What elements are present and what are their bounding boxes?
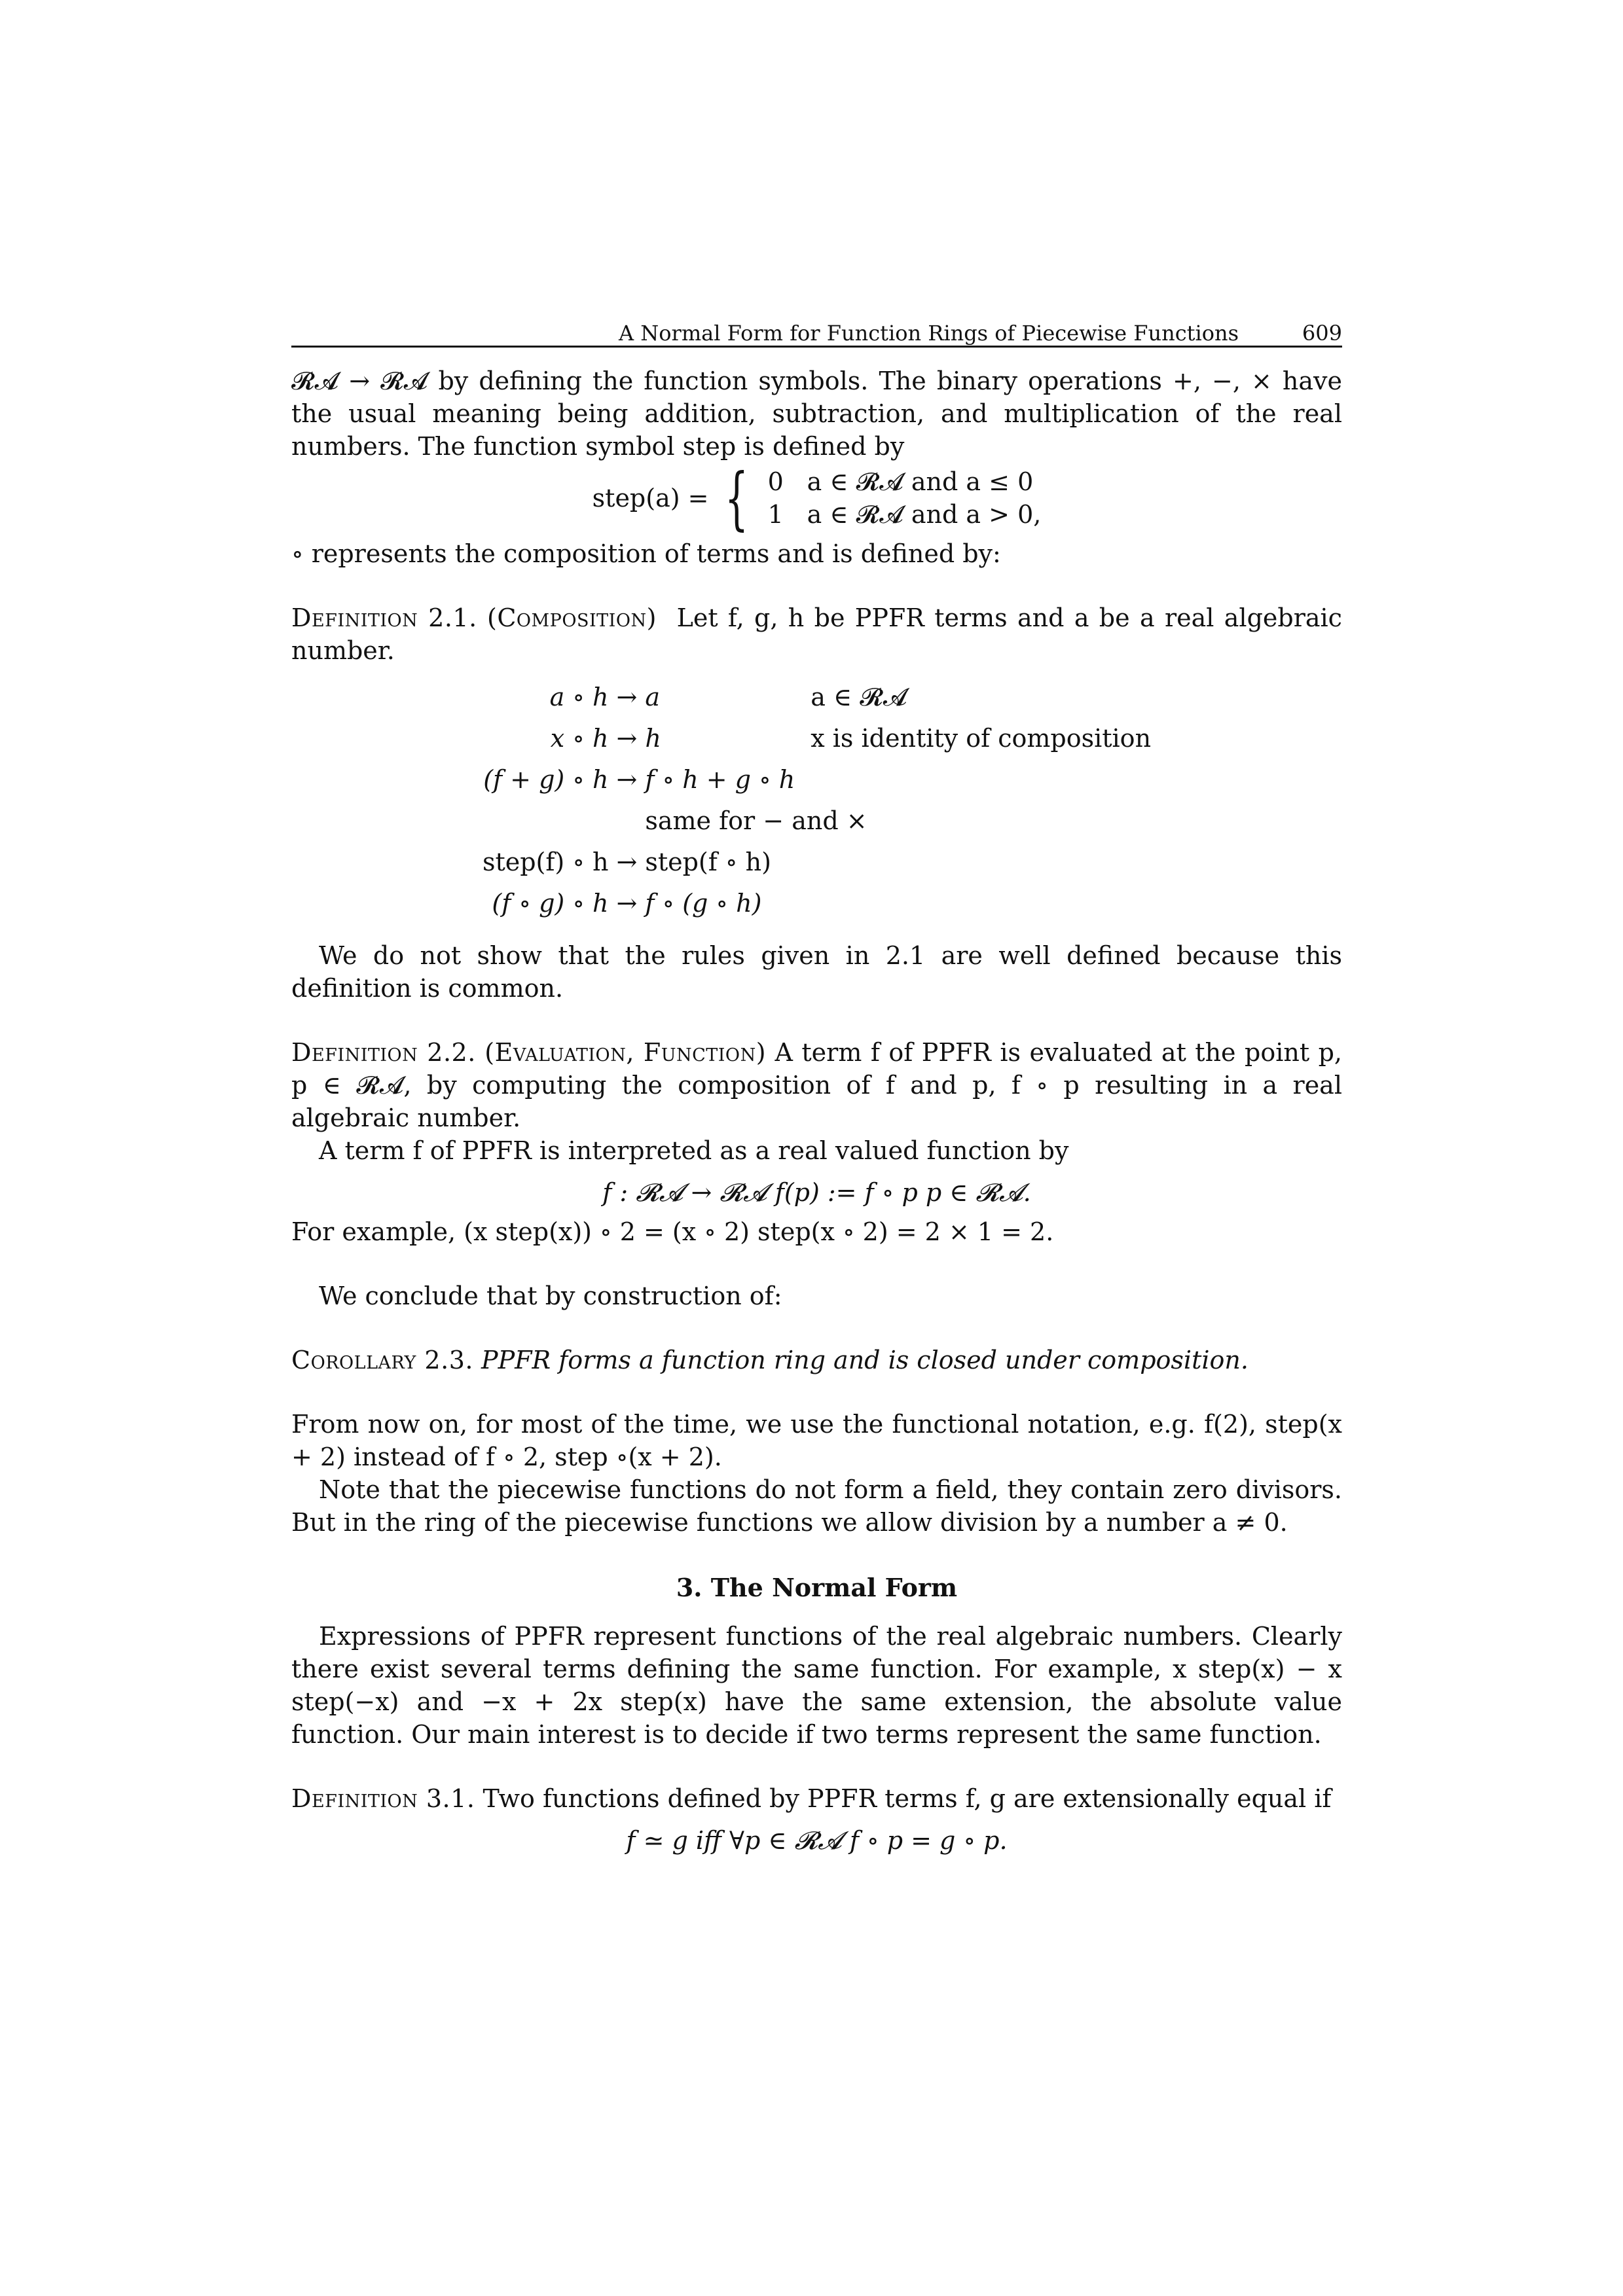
step-lhs: step(a) = <box>592 484 709 512</box>
step-case <box>768 498 1042 531</box>
definition-name: (Composition) <box>487 603 657 632</box>
rule-condition <box>811 759 1151 800</box>
rule-lhs: x ∘ h <box>550 723 609 753</box>
corollary-2-3 <box>291 1344 1342 1376</box>
rule-arrow: → <box>616 764 638 794</box>
running-head <box>291 313 1342 346</box>
composition-rules <box>483 676 1151 924</box>
running-title: A Normal Form for Function Rings of Piecewise Functions <box>618 321 1239 346</box>
rule-condition: x is identity of composition <box>811 723 1152 753</box>
section-paragraph: Expressions of PPFR represent functions of the real algebraic numbers. Clearly there exist several terms defining the same function. For example, x step(x) − x step(−x) and −x + 2x step(x) have the same extension, the absolute value function. Our main interest is to decide if two terms represent the same function. <box>291 1622 1342 1749</box>
definition-text: Two functions defined by PPFR terms f, g are extensionally equal if <box>483 1784 1332 1813</box>
definition-2-1 <box>291 601 1342 667</box>
rule-rhs: h <box>645 723 661 753</box>
rule-row <box>483 882 1151 924</box>
definition-3-1 <box>291 1782 1342 1815</box>
rule-arrow <box>617 800 646 841</box>
definition-name: (Evaluation, Function) <box>484 1038 767 1067</box>
rule-rhs: a <box>645 682 660 711</box>
definition-label: Definition 2.2. <box>291 1038 476 1067</box>
function-display: f : 𝓡𝓐 → 𝓡𝓐 f(p) := f ∘ p p ∈ 𝓡𝓐. <box>602 1178 1031 1207</box>
rule-arrow: → <box>616 682 638 711</box>
step-case <box>768 465 1042 498</box>
rule-arrow: → <box>616 888 638 918</box>
definition-label: Definition 2.1. <box>291 603 477 632</box>
interpretation-paragraph: A term f of PPFR is interpreted as a real valued function by <box>319 1136 1069 1165</box>
definition-label: Definition 3.1. <box>291 1784 475 1813</box>
rule-condition <box>811 882 1151 924</box>
rule-row <box>483 676 1151 717</box>
example-paragraph: For example, (x step(x)) ∘ 2 = (x ∘ 2) step(x ∘ 2) = 2 × 1 = 2. <box>291 1217 1054 1246</box>
corollary-text: PPFR forms a function ring and is closed under composition. <box>481 1346 1249 1374</box>
rule-condition: a ∈ 𝓡𝓐 <box>811 682 907 711</box>
left-brace: { <box>725 458 749 538</box>
rule-rhs: step(f ∘ h) <box>645 847 771 876</box>
case-value: 1 <box>767 500 784 529</box>
rule-lhs: (f ∘ g) ∘ h <box>492 888 609 918</box>
rule-row <box>483 717 1151 759</box>
equality-display: f ≃ g iff ∀p ∈ 𝓡𝓐 f ∘ p = g ∘ p. <box>626 1826 1008 1855</box>
rule-arrow: → <box>616 847 638 876</box>
rule-lhs: step(f) ∘ h <box>482 847 609 876</box>
zero-divisors-paragraph: Note that the piecewise functions do not form a field, they contain zero divisors. But in the ring of the piecewise functions we allow division by a number a ≠ 0. <box>291 1475 1342 1537</box>
case-condition: a ∈ 𝓡𝓐 and a ≤ 0 <box>807 467 1034 496</box>
page <box>291 313 1342 1863</box>
case-condition: a ∈ 𝓡𝓐 and a > 0, <box>807 500 1042 529</box>
rule-lhs: a ∘ h <box>549 682 609 711</box>
rule-row <box>483 759 1151 800</box>
rule-lhs <box>483 800 617 841</box>
intro-paragraph: 𝓡𝓐 → 𝓡𝓐 by defining the function symbols. The binary operations +, −, × have the usual meaning being addition, subtraction, and multiplication of the real numbers. The function symbol step is defined by <box>291 367 1342 461</box>
composition-intro: ∘ represents the composition of terms and is defined by: <box>291 539 1001 568</box>
conclusion-paragraph: We conclude that by construction of: <box>319 1282 782 1310</box>
definition-2-2 <box>291 1036 1342 1134</box>
section-title: 3. The Normal Form <box>676 1573 958 1602</box>
well-defined-paragraph: We do not show that the rules given in 2.1 are well defined because this definition is common. <box>291 941 1342 1003</box>
rule-rhs: f ∘ (g ∘ h) <box>645 888 762 918</box>
case-value: 0 <box>767 467 784 496</box>
rule-arrow: → <box>616 723 638 753</box>
rule-rhs: f ∘ h + g ∘ h <box>645 764 795 794</box>
page-number: 609 <box>1302 321 1342 346</box>
rule-condition <box>811 841 1151 882</box>
rule-lhs: (f + g) ∘ h <box>483 764 609 794</box>
step-definition <box>291 458 1342 538</box>
rule-rhs: same for − and × <box>645 806 867 835</box>
notation-paragraph: From now on, for most of the time, we use the functional notation, e.g. f(2), step(x + 2) instead of f ∘ 2, step ∘(x + 2). <box>291 1410 1342 1471</box>
rule-row <box>483 800 1151 841</box>
definition-text: Let f, g, h be PPFR terms and a be a real algebraic number. <box>291 603 1342 665</box>
definition-text: A term f of PPFR is evaluated at the point p, p ∈ 𝓡𝓐, by computing the composition of f and p, f ∘ p resulting in a real algebraic number. <box>291 1038 1342 1132</box>
corollary-label: Corollary 2.3. <box>291 1346 473 1374</box>
step-cases <box>768 465 1042 531</box>
rule-row <box>483 841 1151 882</box>
